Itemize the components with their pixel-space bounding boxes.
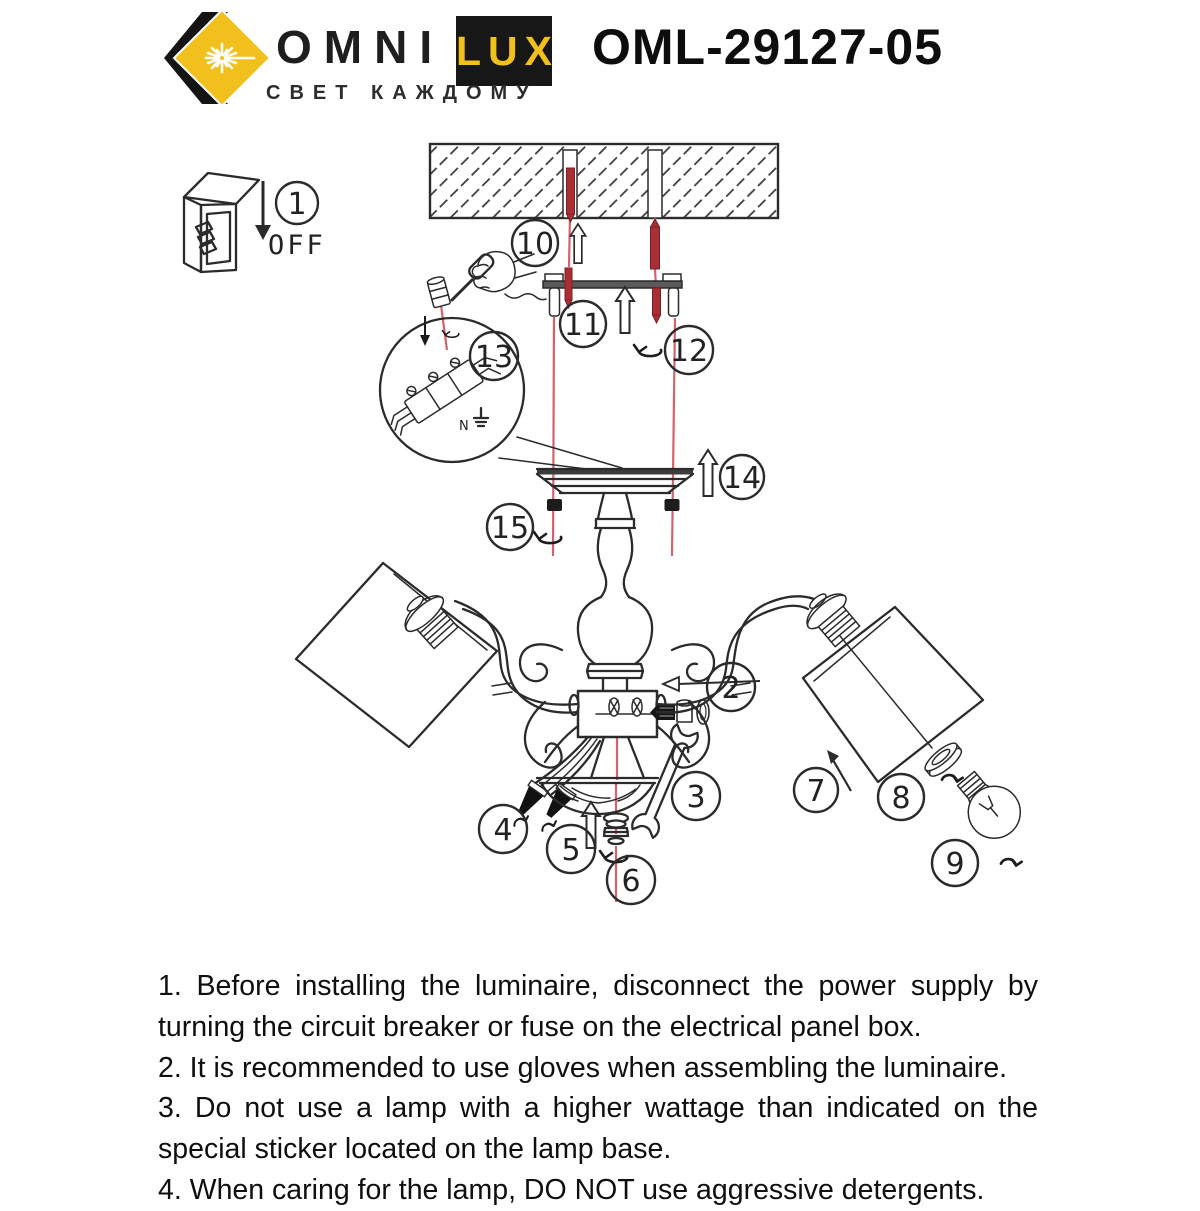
brand-tagline: СВЕТ КАЖДОМУ <box>266 82 538 104</box>
callout-12 <box>665 326 713 374</box>
ceiling <box>430 144 778 218</box>
lift-arrow-canopy <box>699 450 717 496</box>
callout-9 <box>932 840 978 886</box>
central-hub <box>570 691 710 737</box>
rotate-arrow-12 <box>634 345 661 356</box>
svg-text:4: 4 <box>493 813 513 848</box>
instruction-item: 1. Before installing the luminaire, disconnect the power supply by turning the circuit breaker or fuse on the electrical panel box. <box>158 970 1038 1043</box>
wire-connector <box>427 276 451 308</box>
right-socket <box>797 583 866 652</box>
svg-text:8: 8 <box>891 781 911 816</box>
model-number: OML-29127-05 <box>592 19 944 75</box>
svg-text:6: 6 <box>621 864 641 899</box>
svg-text:11: 11 <box>563 308 603 343</box>
svg-text:3: 3 <box>686 780 706 815</box>
svg-text:5: 5 <box>561 833 581 868</box>
twist-arrow-wire-2 <box>542 821 556 831</box>
callout-14 <box>720 455 764 499</box>
svg-text:1: 1 <box>287 187 307 222</box>
svg-text:14: 14 <box>722 461 762 496</box>
circuit-breaker-box <box>184 173 259 272</box>
callout-7 <box>794 768 838 812</box>
chandelier-stem <box>578 493 652 691</box>
instruction-item: 2. It is recommended to use gloves when assembling the luminaire. <box>158 1051 1008 1084</box>
callout-13 <box>470 332 518 380</box>
insert-arrow-bracket <box>616 287 634 333</box>
svg-text:9: 9 <box>945 847 965 882</box>
callout-1 <box>276 182 318 224</box>
callout-11 <box>560 301 606 347</box>
lift-arrow-bowl <box>582 802 600 848</box>
left-shade-assembly <box>296 563 578 747</box>
svg-text:7: 7 <box>806 774 826 809</box>
callout-15 <box>487 504 533 550</box>
callout-4 <box>479 805 527 853</box>
insert-arrow-anchor <box>570 224 585 263</box>
shade-ring <box>922 739 965 780</box>
ground-symbol-icon <box>474 408 488 426</box>
svg-text:2: 2 <box>721 671 741 706</box>
callout-2 <box>707 663 755 711</box>
ceiling-canopy <box>537 469 693 511</box>
brand-name: OMNI <box>276 21 445 73</box>
brand-name-lux: LUX <box>456 27 559 74</box>
callout-3 <box>672 772 720 820</box>
svg-text:15: 15 <box>490 511 530 546</box>
neutral-label: N <box>459 419 469 434</box>
rotate-arrow-15 <box>534 532 561 543</box>
left-socket <box>395 585 464 654</box>
attach-arrow-shade <box>827 750 851 791</box>
instruction-item: 4. When caring for the lamp, DO NOT use aggressive detergents. <box>158 1173 985 1206</box>
svg-text:10: 10 <box>515 227 555 262</box>
instructions-list <box>158 966 1038 1211</box>
light-bulb <box>946 762 1031 849</box>
callout-8 <box>878 774 924 820</box>
twist-arrow-bulb <box>1001 853 1022 872</box>
callout-6 <box>607 856 655 904</box>
callout-10 <box>512 220 558 266</box>
off-label: OFF <box>268 230 326 261</box>
instruction-item: 3. Do not use a lamp with a higher wattage than indicated on the special sticker located on the lamp base. <box>158 1092 1038 1165</box>
press-arrow <box>420 316 430 346</box>
right-shade-assembly <box>657 583 1031 849</box>
svg-text:12: 12 <box>669 334 709 369</box>
svg-text:13: 13 <box>474 340 514 375</box>
